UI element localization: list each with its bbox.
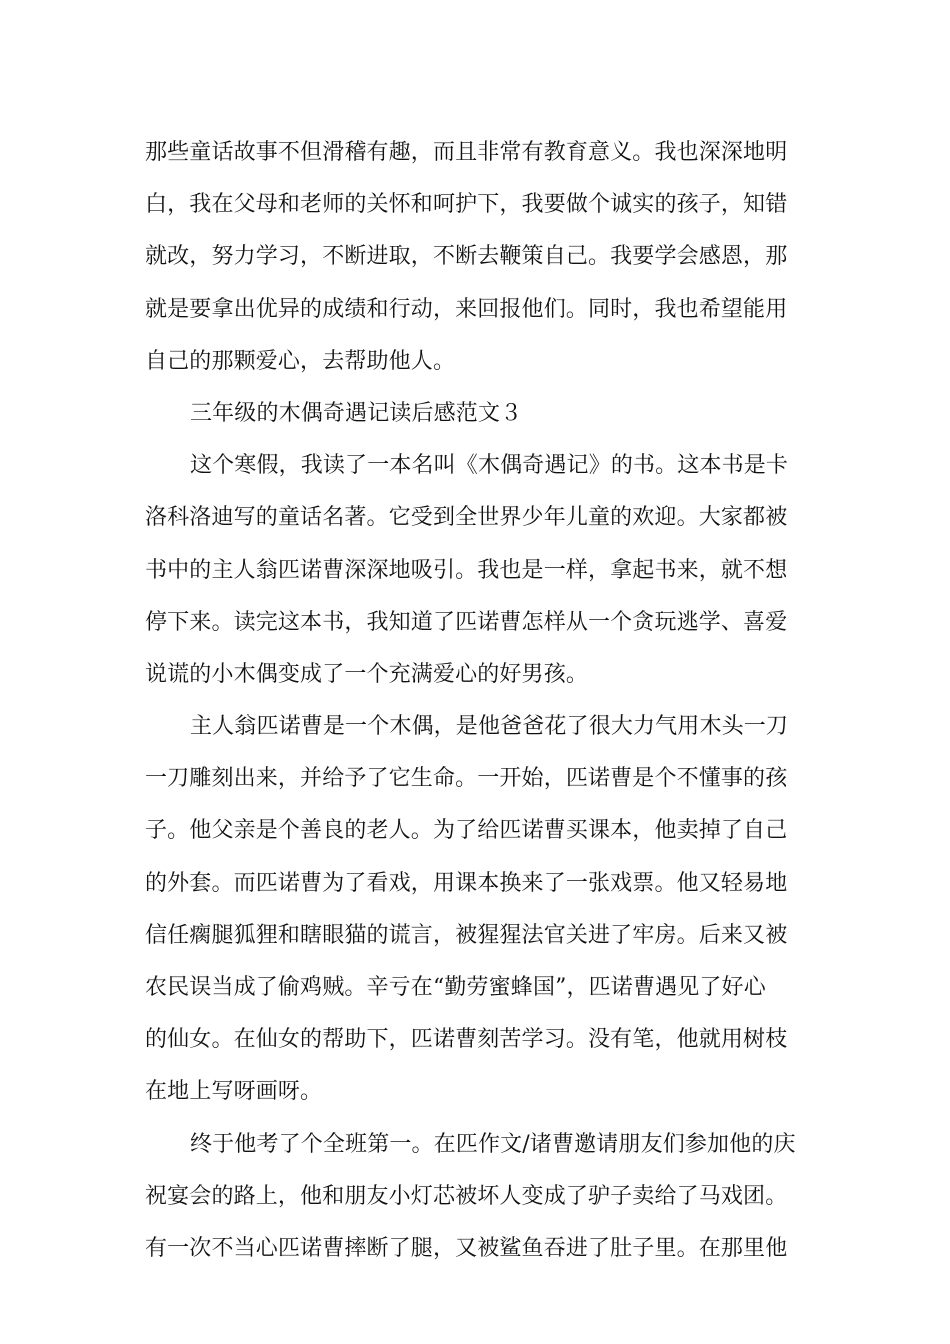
document-body bbox=[145, 127, 809, 1275]
text-line: 信任瘸腿狐狸和瞎眼猫的谎言，被猩猩法官关进了牢房。后来又被 bbox=[145, 922, 788, 948]
text-line: 就是要拿出优异的成绩和行动，来回报他们。同时，我也希望能用 bbox=[145, 296, 788, 322]
text-line: 洛科洛迪写的童话名著。它受到全世界少年儿童的欢迎。大家都被 bbox=[145, 505, 788, 531]
text-line: 书中的主人翁匹诺曹深深地吸引。我也是一样，拿起书来，就不想 bbox=[145, 557, 788, 583]
text-line: 停下来。读完这本书，我知道了匹诺曹怎样从一个贪玩逃学、喜爱 bbox=[145, 609, 788, 635]
text-line: 有一次不当心匹诺曹摔断了腿，又被鲨鱼吞进了肚子里。在那里他 bbox=[145, 1235, 788, 1261]
text-line: 祝宴会的路上，他和朋友小灯芯被坏人变成了驴子卖给了马戏团。 bbox=[145, 1183, 788, 1209]
section-heading: 三年级的木偶奇遇记读后感范文３ bbox=[190, 400, 523, 426]
text-line: 就改，努力学习，不断进取，不断去鞭策自己。我要学会感恩，那 bbox=[145, 244, 788, 270]
text-line: 白，我在父母和老师的关怀和呵护下，我要做个诚实的孩子，知错 bbox=[145, 192, 788, 218]
text-line: 在地上写呀画呀。 bbox=[145, 1079, 323, 1105]
text-line: 那些童话故事不但滑稽有趣，而且非常有教育意义。我也深深地明 bbox=[145, 140, 788, 165]
text-line: 终于他考了个全班第一。在匹作文/诸曹邀请朋友们参加他的庆 bbox=[190, 1131, 796, 1157]
text-line: 的外套。而匹诺曹为了看戏，用课本换来了一张戏票。他又轻易地 bbox=[145, 870, 788, 896]
text-line: 自己的那颗爱心，去帮助他人。 bbox=[145, 348, 456, 374]
text-line: 子。他父亲是个善良的老人。为了给匹诺曹买课本，他卖掉了自己 bbox=[145, 818, 788, 844]
paragraph bbox=[145, 701, 809, 1119]
text-line: 的仙女。在仙女的帮助下，匹诺曹刻苦学习。没有笔，他就用树枝 bbox=[145, 1027, 788, 1053]
paragraph bbox=[145, 440, 809, 701]
text-line: 农民误当成了偷鸡贼。辛亏在“勤劳蜜蜂国”，匹诺曹遇见了好心 bbox=[145, 975, 766, 1000]
text-line: 说谎的小木偶变成了一个充满爱心的好男孩。 bbox=[145, 661, 589, 687]
text-line: 这个寒假，我读了一本名叫《木偶奇遇记》的书。这本书是卡 bbox=[190, 453, 789, 479]
paragraph-continued bbox=[145, 127, 809, 388]
paragraph bbox=[145, 1119, 809, 1276]
text-line: 主人翁匹诺曹是一个木偶，是他爸爸花了很大力气用木头一刀 bbox=[190, 714, 789, 740]
text-line: 一刀雕刻出来，并给予了它生命。一开始，匹诺曹是个不懂事的孩 bbox=[145, 766, 788, 792]
